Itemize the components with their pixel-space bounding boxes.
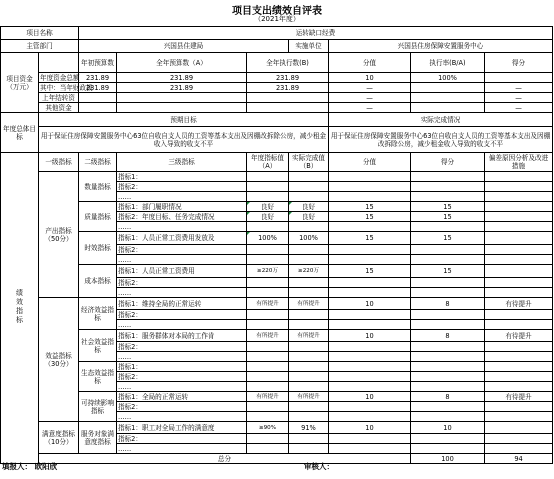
funds-cell — [411, 93, 485, 103]
target-value: 有所提升 — [247, 392, 289, 402]
col-funds-score: 得分 — [485, 53, 553, 73]
indicator-item: 指标2： — [117, 402, 247, 412]
score: 15 — [411, 212, 485, 222]
expected-goal-header: 预期目标 — [39, 113, 329, 127]
funds-cell — [485, 73, 553, 83]
col-l3: 三级指标 — [117, 153, 247, 172]
indicator-item: 指标1：人员正常工资费用 — [117, 265, 247, 278]
indicator-item: 指标1： — [117, 172, 247, 182]
actual-value: 有所提升 — [289, 392, 329, 402]
total-value: 100 — [411, 454, 485, 464]
funds-cell — [79, 103, 117, 113]
impl-label: 实施单位 — [289, 40, 329, 53]
score-value: 10 — [329, 392, 411, 402]
sustain-indicator-label: 可持续影响指标 — [79, 392, 117, 422]
funds-cell: 100% — [411, 73, 485, 83]
page-subtitle: （2021年度） — [254, 15, 300, 23]
impl-value: 兴国县住房保障安置服务中心 — [329, 40, 553, 53]
deviation-reason: 有待提升 — [485, 298, 553, 310]
indicator-item: 指标1： — [117, 362, 247, 372]
dept-value: 兴国县住建局 — [79, 40, 289, 53]
funds-cell — [247, 93, 329, 103]
time-indicator-label: 时效指标 — [79, 232, 117, 265]
filler-label: 填报人： 欧阳欣 — [2, 462, 58, 471]
indicator-item: 指标2：年度目标、任务完成情况 — [117, 212, 247, 222]
score: 15 — [411, 202, 485, 212]
score: 8 — [411, 330, 485, 342]
indicator-item: 指标1：服务群体对本局的工作肯 — [117, 330, 247, 342]
indicator-item: …… — [117, 192, 247, 202]
funds-row-label: 上年结转资 — [39, 93, 79, 103]
page-title: 项目支出绩效自评表 — [232, 6, 322, 17]
dept-label: 主管部门 — [1, 40, 79, 53]
quality-indicator-label: 质量指标 — [79, 202, 117, 232]
funds-cell: — — [329, 93, 411, 103]
actual-value: 91% — [289, 422, 329, 434]
funds-cell: — — [485, 93, 553, 103]
indicator-item: 指标1：人员正常工资费用发放及 — [117, 232, 247, 245]
funds-row-label: 其中：当年财政拨 — [40, 83, 93, 92]
evaluation-table — [0, 26, 553, 464]
indicator-item: …… — [117, 412, 247, 422]
indicator-item: 指标2： — [117, 310, 247, 320]
funds-cell: 10 — [329, 73, 411, 83]
score-value: 10 — [329, 298, 411, 310]
deviation-reason: 有待提升 — [485, 330, 553, 342]
score-value: 10 — [329, 330, 411, 342]
indicator-item: …… — [117, 444, 247, 454]
indicator-item: …… — [117, 382, 247, 392]
funds-cell — [411, 103, 485, 113]
total-label: 总分 — [39, 454, 411, 464]
col-exec-rate: 执行率(B/A) — [411, 53, 485, 73]
actual-value: 100% — [289, 232, 329, 245]
project-name-label: 项目名称 — [1, 27, 79, 40]
funds-cell: — — [485, 83, 553, 93]
actual-value: 良好 — [289, 202, 329, 212]
funds-row-label: 其他资金 — [39, 103, 79, 113]
target-value: 良好 — [247, 202, 289, 212]
indicator-item: …… — [117, 352, 247, 362]
indicator-item: 指标1：全局的正常运转 — [117, 392, 247, 402]
col-full-exec: 全年执行数(B) — [247, 53, 329, 73]
score-value: 15 — [329, 212, 411, 222]
col-value: 分值 — [329, 153, 411, 172]
funds-row-label: 年度资金总额 — [40, 73, 80, 82]
cost-indicator-label: 成本指标 — [79, 265, 117, 298]
econ-indicator-label: 经济效益指标 — [79, 298, 117, 330]
project-name: 运转缺口经费 — [79, 27, 553, 40]
indicator-item: …… — [117, 255, 247, 265]
indicator-item: 指标1：部门履职情况 — [117, 202, 247, 212]
funds-cell: — — [329, 83, 411, 93]
score-value: 15 — [329, 265, 411, 278]
col-score-value: 分值 — [329, 53, 411, 73]
deviation-reason: 有待提升 — [485, 392, 553, 402]
actual-value: ≥220万 — [289, 265, 329, 278]
funds-cell — [117, 93, 247, 103]
indicator-item: 指标2： — [117, 278, 247, 288]
funds-label: 项目资金（万元） — [1, 53, 39, 113]
benefit-indicator-label: 效益指标（30分） — [39, 298, 79, 422]
funds-cell — [411, 83, 485, 93]
total-score: 94 — [485, 454, 553, 464]
funds-cell: 231.89 — [79, 83, 117, 93]
actual-value: 良好 — [289, 212, 329, 222]
indicator-item: …… — [117, 288, 247, 298]
quantity-indicator-label: 数量指标 — [79, 172, 117, 202]
indicator-item: 指标1：维持全局的正常运转 — [117, 298, 247, 310]
score: 8 — [411, 298, 485, 310]
score: 15 — [411, 265, 485, 278]
service-satisfaction-label: 服务对象满意度指标 — [79, 422, 117, 454]
target-value: ≥220万 — [247, 265, 289, 278]
funds-cell — [117, 103, 247, 113]
score: 8 — [411, 392, 485, 402]
goals-label: 年度总体目标 — [1, 113, 39, 153]
target-value: 有所提升 — [247, 330, 289, 342]
indicator-item: 指标2： — [117, 245, 247, 255]
funds-cell: 231.89 — [117, 83, 247, 93]
col-l1: 一级指标 — [39, 153, 79, 172]
funds-cell — [247, 103, 329, 113]
social-indicator-label: 社会效益指标 — [79, 330, 117, 362]
funds-cell: 231.89 — [117, 73, 247, 83]
funds-cell: — — [329, 103, 411, 113]
indicator-item: 指标2： — [117, 372, 247, 382]
expected-goal-text: 用于保证住房保障安置服务中心63位自收自支人员的工资等基本支出及因棚改拆除公房，减少租金收入导致的收支不平 — [39, 127, 329, 153]
col-annual-budget: 年初预算数 — [79, 53, 117, 73]
col-actual: 实际完成值（B） — [289, 153, 329, 172]
target-value: ≥90% — [247, 422, 289, 434]
output-indicator-label: 产出指标（50分） — [39, 172, 79, 298]
funds-cell: 231.89 — [247, 73, 329, 83]
satisfaction-indicator-label: 满意度指标（10分） — [39, 422, 79, 454]
indicator-item: 指标2： — [117, 434, 247, 444]
score: 15 — [411, 232, 485, 245]
indicator-item: 指标1：职工对全局工作的满意度 — [117, 422, 247, 434]
target-value: 良好 — [247, 212, 289, 222]
funds-cell: 231.89 — [247, 83, 329, 93]
score-value: 10 — [329, 422, 411, 434]
perf-side-label: 绩效指标 — [15, 289, 24, 325]
indicator-item: …… — [117, 222, 247, 232]
score-value: 15 — [329, 232, 411, 245]
actual-value: 有所提升 — [289, 330, 329, 342]
indicator-item: …… — [117, 320, 247, 330]
col-reason: 偏差原因分析及改进措施 — [485, 153, 553, 172]
reviewer-label: 审核人： — [304, 462, 334, 471]
target-value: 100% — [247, 232, 289, 245]
col-l2: 二级指标 — [79, 153, 117, 172]
indicator-item: 指标2： — [117, 182, 247, 192]
funds-cell: — — [485, 103, 553, 113]
score-value: 15 — [329, 202, 411, 212]
indicator-item: 指标2： — [117, 342, 247, 352]
actual-goal-header: 实际完成情况 — [329, 113, 553, 127]
target-value: 有所提升 — [247, 298, 289, 310]
funds-cell — [79, 93, 117, 103]
funds-cell: 231.89 — [79, 73, 117, 83]
eco-indicator-label: 生态效益指标 — [79, 362, 117, 392]
col-score: 得分 — [411, 153, 485, 172]
score: 10 — [411, 422, 485, 434]
actual-value: 有所提升 — [289, 298, 329, 310]
actual-goal-text: 用于保证住房保障安置服务中心63位自收自支人员的工资等基本支出及因棚改拆除公房，减少租金收入导致的收支不平 — [329, 127, 553, 153]
col-target: 年度指标值（A） — [247, 153, 289, 172]
col-full-budget: 全年预算数（A） — [117, 53, 247, 73]
